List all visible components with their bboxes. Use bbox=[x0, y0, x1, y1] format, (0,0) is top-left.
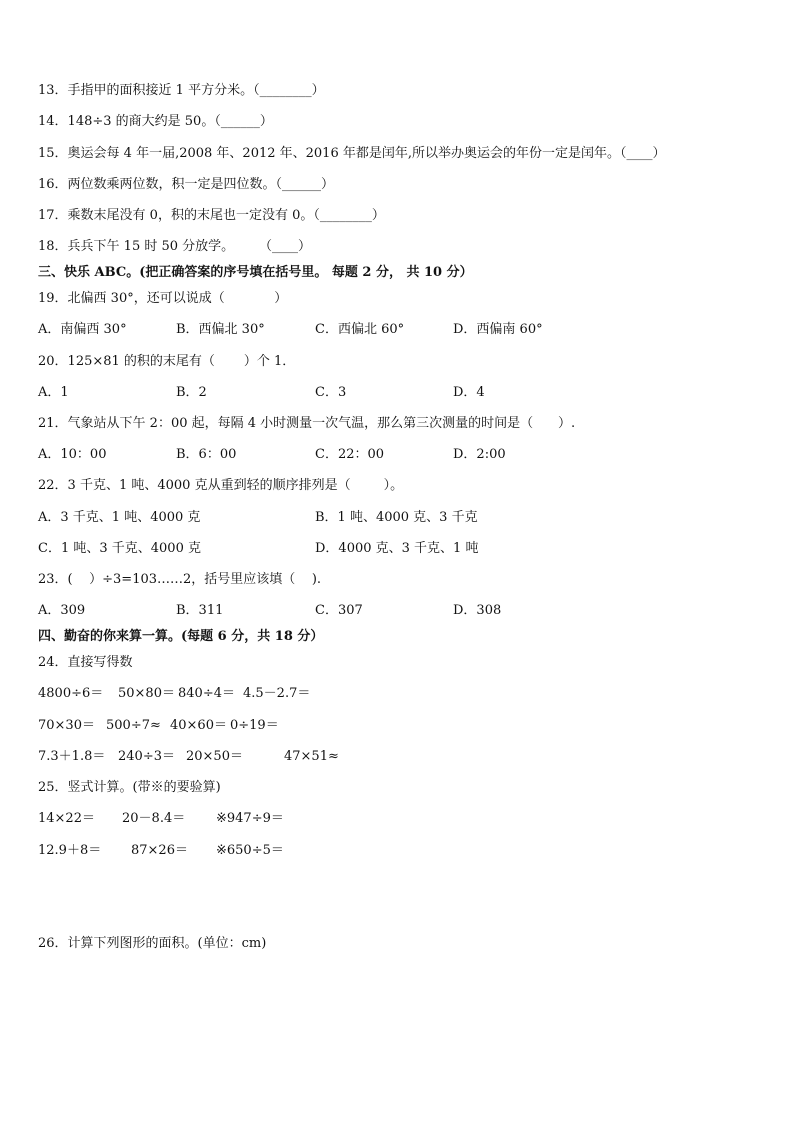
question-14: 14．148÷3 的商大约是 50。（______） bbox=[38, 114, 273, 129]
q20-option-c: C．3 bbox=[315, 385, 347, 400]
question-13: 13．手指甲的面积接近 1 平方分米。（________） bbox=[38, 83, 325, 98]
q19-option-c: C．西偏北 60° bbox=[315, 322, 405, 337]
q24-item: 70×30＝ bbox=[38, 718, 95, 733]
q25-item: 12.9＋8＝ bbox=[38, 843, 102, 858]
question-18: 18．兵兵下午 15 时 50 分放学。 （____） bbox=[38, 239, 311, 254]
q24-item: 240÷3＝ bbox=[118, 749, 175, 764]
question-24-title: 24．直接写得数 bbox=[38, 655, 133, 670]
q24-item: 20×50＝ bbox=[186, 749, 243, 764]
question-16: 16．两位数乘两位数，积一定是四位数。（______） bbox=[38, 177, 335, 192]
q25-item: ※650÷5＝ bbox=[216, 843, 284, 858]
q25-item: 20－8.4＝ bbox=[122, 811, 186, 826]
q24-item: 4800÷6＝ bbox=[38, 686, 104, 701]
q21-option-d: D．2:00 bbox=[453, 447, 506, 462]
q24-item: 7.3＋1.8＝ bbox=[38, 749, 106, 764]
question-19: 19．北偏西 30°，还可以说成（ ） bbox=[38, 291, 288, 306]
q24-item: 500÷7≈ bbox=[106, 718, 161, 733]
q22-option-c: C．1 吨、3 千克、4000 克 bbox=[38, 541, 201, 556]
q23-option-c: C．307 bbox=[315, 603, 363, 618]
question-15: 15．奥运会每 4 年一届,2008 年、2012 年、2016 年都是闰年,所以举办奥运会的年份一定是闰年。（____） bbox=[38, 146, 666, 161]
q25-item: 87×26＝ bbox=[131, 843, 188, 858]
q21-option-a: A．10：00 bbox=[38, 447, 107, 462]
q24-item: 40×60＝ bbox=[170, 718, 227, 733]
question-25-title: 25．竖式计算。(带※的要验算) bbox=[38, 780, 221, 795]
section-4-title: 四、勤奋的你来算一算。(每题 6 分，共 18 分） bbox=[38, 629, 324, 644]
q21-option-b: B．6：00 bbox=[176, 447, 237, 462]
q22-option-d: D．4000 克、3 千克、1 吨 bbox=[315, 541, 479, 556]
q20-option-d: D．4 bbox=[453, 385, 485, 400]
q25-item: 14×22＝ bbox=[38, 811, 95, 826]
q23-option-a: A．309 bbox=[38, 603, 86, 618]
q24-item: 4.5－2.7＝ bbox=[243, 686, 311, 701]
q23-option-d: D．308 bbox=[453, 603, 502, 618]
q23-option-b: B．311 bbox=[176, 603, 224, 618]
q24-item: 840÷4＝ bbox=[178, 686, 235, 701]
q22-option-a: A．3 千克、1 吨、4000 克 bbox=[38, 510, 201, 525]
question-21: 21．气象站从下午 2：00 起，每隔 4 小时测量一次气温，那么第三次测量的时间是（ ）. bbox=[38, 416, 576, 431]
question-17: 17．乘数末尾没有 0，积的末尾也一定没有 0。（________） bbox=[38, 208, 385, 223]
q20-option-a: A．1 bbox=[38, 385, 69, 400]
question-22: 22．3 千克、1 吨、4000 克从重到轻的顺序排列是（ ）。 bbox=[38, 478, 404, 493]
q22-option-b: B．1 吨、4000 克、3 千克 bbox=[315, 510, 478, 525]
q19-option-d: D．西偏南 60° bbox=[453, 322, 543, 337]
q24-item: 0÷19＝ bbox=[230, 718, 279, 733]
q19-option-a: A．南偏西 30° bbox=[38, 322, 127, 337]
q25-item: ※947÷9＝ bbox=[216, 811, 284, 826]
q21-option-c: C．22：00 bbox=[315, 447, 385, 462]
q24-item: 47×51≈ bbox=[284, 749, 339, 764]
section-3-title: 三、快乐 ABC。(把正确答案的序号填在括号里。 每题 2 分， 共 10 分） bbox=[38, 265, 473, 280]
question-20: 20．125×81 的积的末尾有（ ）个 1． bbox=[38, 354, 296, 369]
q20-option-b: B．2 bbox=[176, 385, 207, 400]
q24-item: 50×80＝ bbox=[118, 686, 175, 701]
q19-option-b: B．西偏北 30° bbox=[176, 322, 265, 337]
question-26-title: 26．计算下列图形的面积。(单位：cm) bbox=[38, 936, 267, 951]
question-23: 23．( ）÷3=103……2，括号里应该填（ ). bbox=[38, 572, 322, 587]
